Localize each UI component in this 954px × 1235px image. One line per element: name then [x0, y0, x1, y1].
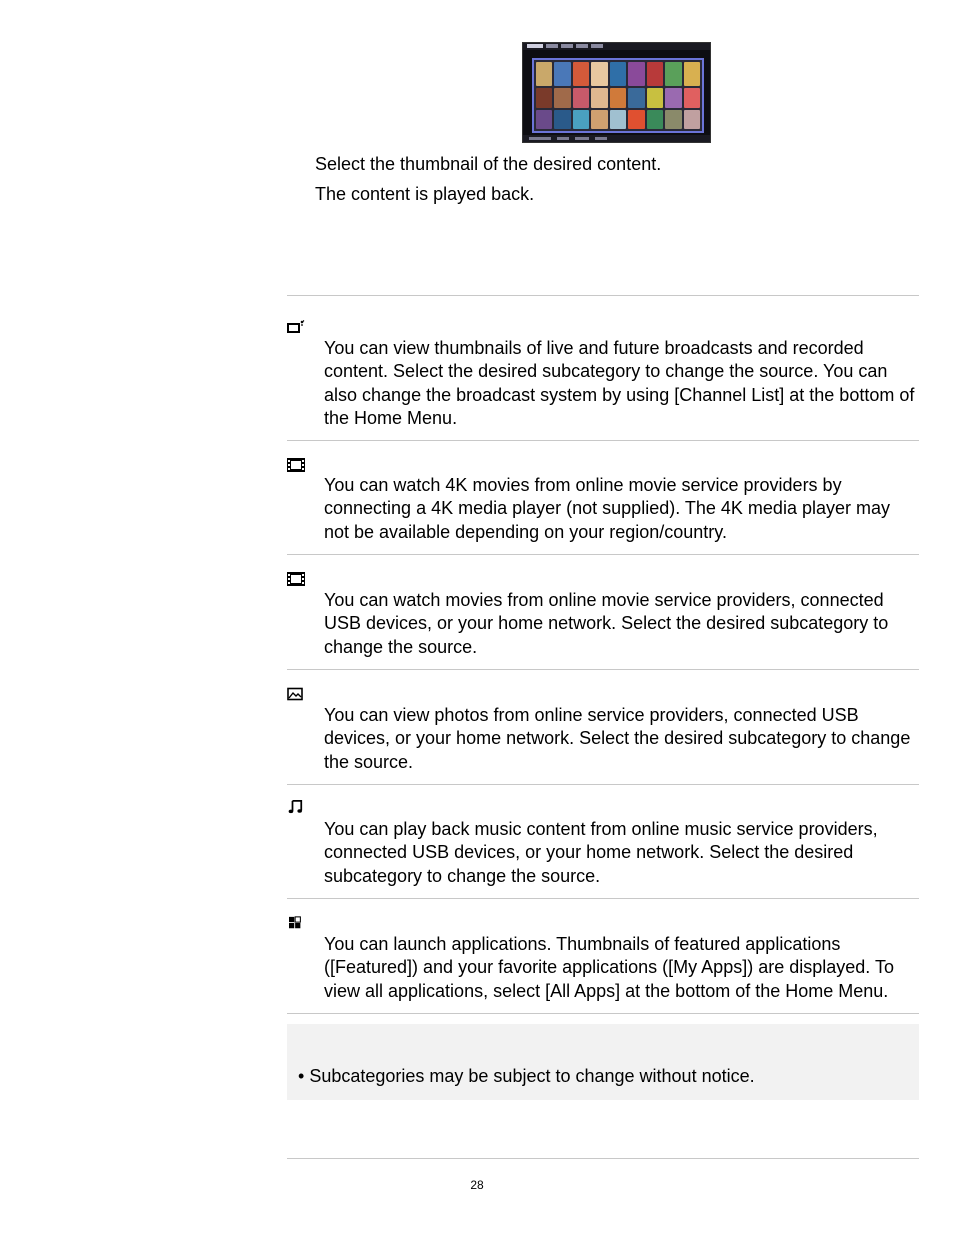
- screenshot-thumbnail: [665, 110, 681, 129]
- screenshot-thumbnail: [610, 88, 626, 107]
- divider: [287, 898, 919, 899]
- screenshot-thumbnail: [591, 110, 607, 129]
- category-description-apps: You can launch applications. Thumbnails of featured applications ([Featured]) and your favorite applications ([My Apps]) are displayed. To view all applications, select [All Apps] at the bottom of the Home Menu.: [324, 934, 894, 1001]
- screenshot-thumbnail: [684, 62, 700, 86]
- tv-icon: [287, 320, 305, 334]
- screenshot-thumbnail: [573, 110, 589, 129]
- note-box: [287, 1024, 919, 1100]
- screenshot-thumbnail: [573, 62, 589, 86]
- screenshot-thumbnail: [628, 110, 644, 129]
- screenshot-thumbnail: [536, 62, 552, 86]
- screenshot-thumbnail: [628, 62, 644, 86]
- screenshot-thumbnail: [591, 88, 607, 107]
- screenshot-thumbnail: [684, 110, 700, 129]
- step-result: The content is played back.: [315, 184, 535, 204]
- screenshot-bottom-bar: [523, 135, 710, 142]
- divider: [287, 1013, 919, 1014]
- page-number: 28: [470, 1178, 484, 1192]
- screenshot-thumbnail: [554, 62, 570, 86]
- apps-icon: [287, 916, 305, 930]
- screenshot-thumbnail: [610, 110, 626, 129]
- category-description-photos: You can view photos from online service providers, connected USB devices, or your home network. Select the desired subcategory to change the source.: [324, 705, 911, 772]
- screenshot-thumbnail: [536, 88, 552, 107]
- divider: [287, 295, 919, 296]
- footer-divider: [287, 1158, 919, 1159]
- screenshot-thumbnail: [554, 88, 570, 107]
- screenshot-thumbnail: [647, 110, 663, 129]
- screenshot-thumbnail: [610, 62, 626, 86]
- screenshot-thumbnail: [665, 62, 681, 86]
- category-description-4k-movies: You can watch 4K movies from online movie service providers by connecting a 4K media player (not supplied). The 4K media player may not be available depending on your region/country.: [324, 475, 890, 542]
- divider: [287, 669, 919, 670]
- screenshot-thumbnail: [647, 88, 663, 107]
- screenshot-thumbnail: [536, 110, 552, 129]
- screenshot-thumbnail: [665, 88, 681, 107]
- film-icon: [287, 458, 305, 472]
- film-icon: [287, 572, 305, 586]
- screenshot-thumbnail: [684, 88, 700, 107]
- category-description-tv: You can view thumbnails of live and future broadcasts and recorded content. Select the desired subcategory to change the source. You can also change the broadcast system by using [Channel List] at the bottom of the Home Menu.: [324, 338, 915, 428]
- step-instruction: Select the thumbnail of the desired content.: [315, 154, 662, 174]
- screenshot-top-bar: [523, 43, 710, 50]
- divider: [287, 784, 919, 785]
- note-text: Subcategories may be subject to change without notice.: [309, 1066, 755, 1086]
- screenshot-thumbnail-grid: [532, 58, 704, 133]
- category-description-movies: You can watch movies from online movie service providers, connected USB devices, or your home network. Select the desired subcategory to change the source.: [324, 590, 889, 657]
- category-description-music: You can play back music content from online music service providers, connected USB devices, or your home network. Select the desired subcategory to change the source.: [324, 819, 878, 886]
- divider: [287, 554, 919, 555]
- divider: [287, 440, 919, 441]
- home-menu-screenshot: [522, 42, 711, 143]
- photo-icon: [287, 687, 305, 701]
- note-item: [298, 1065, 755, 1087]
- bullet: •: [298, 1066, 305, 1086]
- screenshot-thumbnail: [647, 62, 663, 86]
- screenshot-thumbnail: [628, 88, 644, 107]
- music-note-icon: [287, 800, 305, 814]
- screenshot-thumbnail: [554, 110, 570, 129]
- screenshot-thumbnail: [591, 62, 607, 86]
- screenshot-thumbnail: [573, 88, 589, 107]
